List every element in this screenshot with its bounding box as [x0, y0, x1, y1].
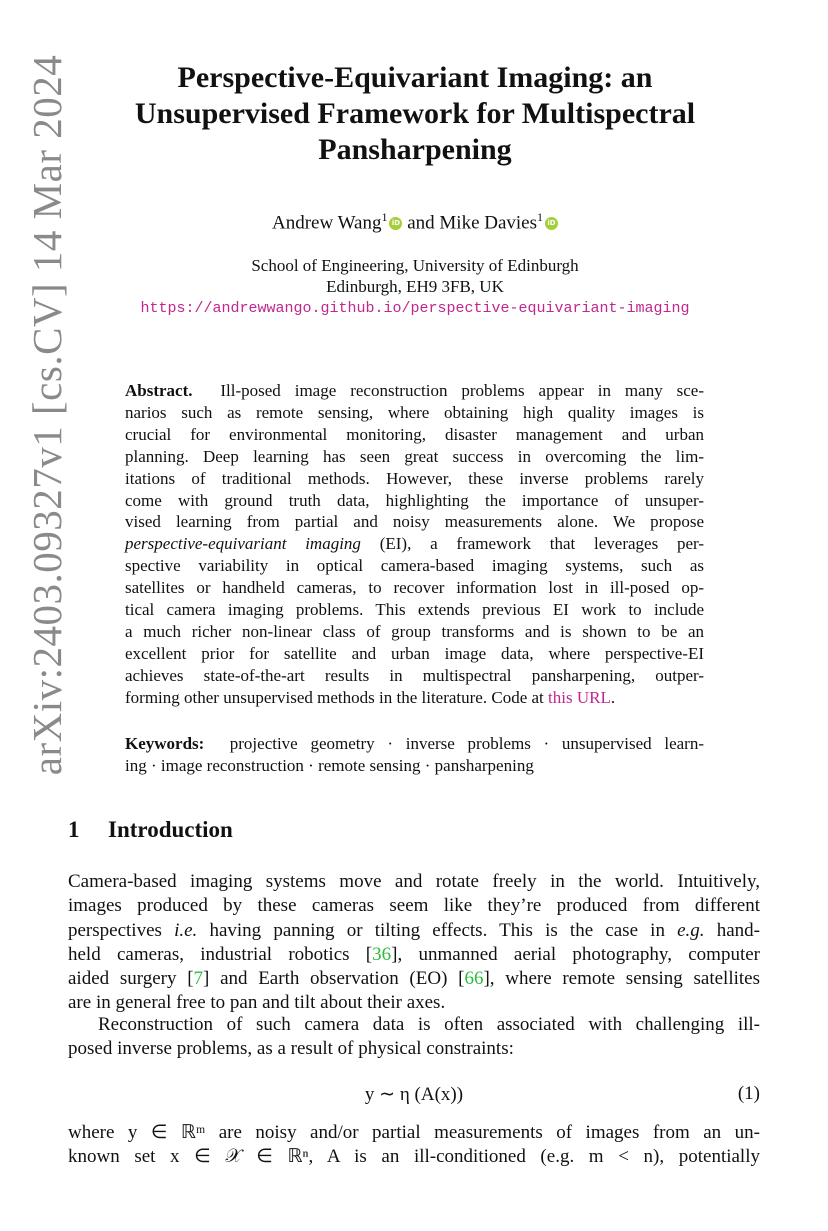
abstract-line: planning. Deep learning has seen great success in overcoming the lim-	[125, 446, 704, 466]
affiliation-line-1: School of Engineering, University of Edinburgh	[251, 256, 579, 275]
intro-paragraph-1	[68, 870, 760, 1016]
emphasized-term: i.e.	[174, 919, 198, 941]
orcid-icon[interactable]: iD	[389, 217, 402, 230]
abstract-text: .	[610, 687, 616, 707]
emphasized-term: e.g.	[677, 919, 705, 941]
abstract	[125, 380, 704, 709]
abstract-line: crucial for environmental monitoring, disaster management and urban	[125, 424, 704, 444]
keywords	[125, 733, 704, 777]
keywords-label: Keywords:	[125, 734, 205, 753]
body-text: hand-	[704, 919, 760, 941]
author-affiliation-marker: 1	[381, 210, 388, 224]
keywords-text: projective geometry · inverse problems · unsupervised learn-	[229, 734, 704, 753]
abstract-line: itations of traditional methods. However, these inverse problems rarely	[125, 468, 704, 488]
body-text: aided surgery [	[68, 968, 194, 990]
abstract-line: satellites or handheld cameras, to recover information lost in ill-posed op-	[125, 578, 704, 598]
body-line: Reconstruction of such camera data is often associated with challenging ill-	[98, 1014, 760, 1035]
body-line	[68, 943, 760, 967]
abstract-line: spective variability in optical camera-based imaging systems, such as	[125, 556, 704, 576]
citation-link[interactable]: 7	[193, 968, 204, 990]
abstract-text: Ill-posed image reconstruction problems appear in many sce-	[220, 381, 705, 400]
abstract-text: (EI), a framework that leverages per-	[360, 534, 704, 554]
equation-expression: y ∼ η (A(x))	[364, 1084, 464, 1105]
equation-number: (1)	[737, 1083, 760, 1104]
author-connector: and	[402, 212, 440, 234]
title-line-1: Perspective-Equivariant Imaging: an	[177, 61, 653, 94]
body-line: where y ∈ ℝᵐ are noisy and/or partial measurements of images from an un-	[68, 1122, 760, 1143]
affiliation-line-2: Edinburgh, EH9 3FB, UK	[326, 277, 504, 296]
orcid-icon[interactable]: iD	[545, 217, 558, 230]
arxiv-identifier-stamp	[22, 54, 72, 776]
intro-paragraph-3	[68, 1121, 760, 1170]
title-line-3: Pansharpening	[318, 133, 512, 166]
abstract-line: narios such as remote sensing, where obtaining high quality images is	[125, 402, 704, 422]
arxiv-identifier-text: arXiv:2403.09327v1 [cs.CV] 14 Mar 2024	[24, 54, 70, 776]
author-list	[70, 210, 760, 234]
body-line: posed inverse problems, as a result of physical constraints:	[68, 1038, 514, 1060]
body-text: ] and Earth observation (EO) [	[203, 968, 465, 990]
abstract-line	[125, 533, 704, 555]
project-url-link[interactable]: https://andrewwango.github.io/perspective-equivariant-imaging	[140, 300, 690, 317]
abstract-line: excellent prior for satellite and urban image data, where perspective-EI	[125, 643, 704, 663]
body-text: ], where remote sensing satellites	[483, 968, 760, 990]
body-line	[68, 919, 760, 943]
section-title: Introduction	[108, 817, 233, 842]
body-text: having panning or tilting effects. This is the case in	[197, 919, 678, 941]
author-name: Mike Davies	[439, 212, 538, 234]
abstract-line: a much richer non-linear class of group transforms and is shown to be an	[125, 621, 704, 641]
body-line: Camera-based imaging systems move and rotate freely in the world. Intuitively,	[68, 871, 760, 892]
body-line: are in general free to pan and tilt about their axes.	[68, 992, 446, 1014]
author-affiliation-marker: 1	[537, 210, 544, 224]
citation-link[interactable]: 36	[372, 943, 392, 965]
section-heading	[68, 817, 233, 843]
body-text: held cameras, industrial robotics [	[68, 943, 373, 965]
section-number: 1	[68, 817, 80, 842]
emphasized-term: perspective-equivariant imaging	[125, 534, 361, 554]
abstract-line: tical camera imaging problems. This extends previous EI work to include	[125, 600, 704, 620]
paper-title	[70, 60, 760, 168]
body-text: perspectives	[68, 919, 175, 941]
body-line: known set x ∈ 𝒳 ∈ ℝⁿ, A is an ill-conditioned (e.g. m < n), potentially	[68, 1146, 760, 1168]
title-line-2: Unsupervised Framework for Multispectral	[134, 97, 696, 130]
body-line	[68, 967, 760, 991]
keywords-line	[125, 733, 704, 755]
abstract-line: come with ground truth data, highlighting the importance of unsuper-	[125, 490, 704, 510]
body-text: ], unmanned aerial photography, computer	[391, 943, 760, 965]
equation-1	[68, 1083, 760, 1111]
abstract-line: achieves state-of-the-art results in multispectral pansharpening, outper-	[125, 665, 704, 685]
abstract-label: Abstract.	[125, 381, 193, 400]
intro-paragraph-2	[68, 1013, 760, 1062]
abstract-line	[125, 380, 704, 402]
citation-link[interactable]: 66	[464, 968, 484, 990]
keywords-line: ing · image reconstruction · remote sensing · pansharpening	[125, 755, 534, 775]
abstract-text: forming other unsupervised methods in the literature. Code at	[125, 687, 549, 707]
abstract-line: vised learning from partial and noisy measurements alone. We propose	[125, 512, 704, 532]
author-name: Andrew Wang	[271, 212, 382, 234]
code-url-link[interactable]: this URL	[548, 687, 611, 707]
abstract-line	[125, 687, 704, 709]
body-line: images produced by these cameras seem like they’re produced from different	[68, 895, 760, 917]
